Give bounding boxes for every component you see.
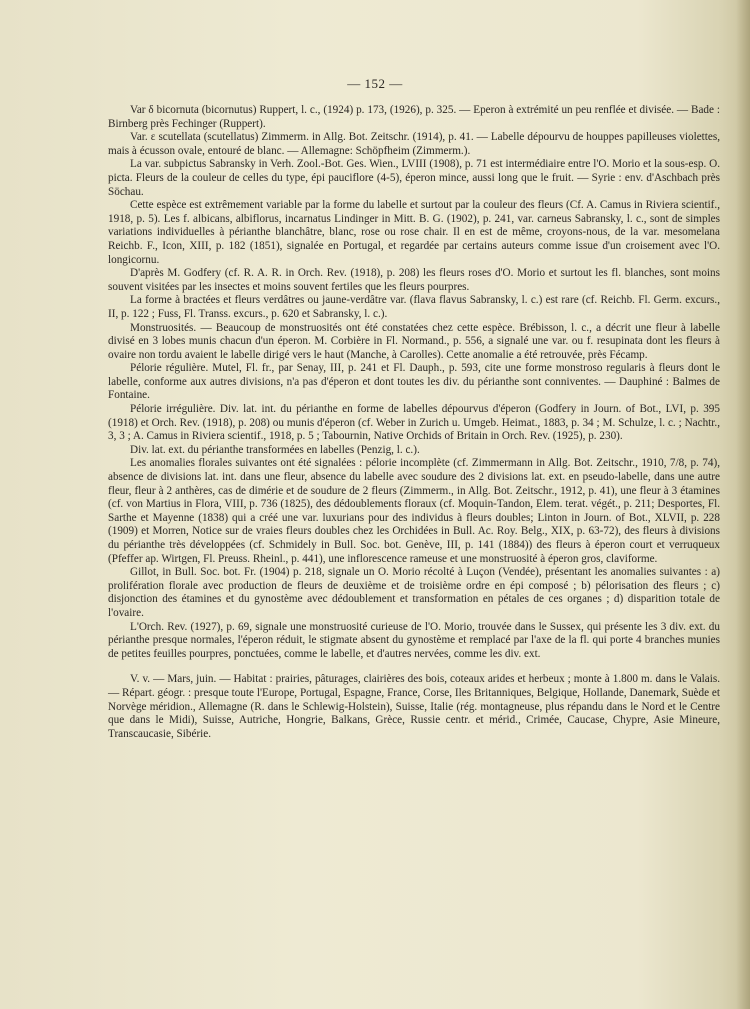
paragraph-flava: La forme à bractées et fleurs verdâtres ou jaune-verdâtre var. (flava flavus Sabransky, l. c.) est rare (cf. Reichb. Fl. Germ. excurs., II, p. 122 ; Fuss, Fl. Transs. excurs., p. 620 et Sabransky, l. c.).: [108, 294, 720, 320]
paragraph-gillot: Gillot, in Bull. Soc. bot. Fr. (1904) p. 218, signale un O. Morio récolté à Luçon (Vendée), présentant les anomalies suivantes : a) prolifération florale avec production de fleurs de deuxième et de troisième ordre en épi composé ; b) pélorisation des fleurs ; c) disjonction des étamines et du gynostème avec dédoublement et transformation en pétales de ces organes ; d) disparition totale de l'ovaire.: [108, 566, 720, 619]
paragraph-var-bicornuta: Var δ bicornuta (bicornutus) Ruppert, l. c., (1924) p. 173, (1926), p. 325. — Eperon à extrémité un peu renflée et divisée. — Bade : Birnberg près Fechinger (Ruppert).: [108, 104, 720, 130]
paragraph-godfery: D'après M. Godfery (cf. R. A. R. in Orch. Rev. (1918), p. 208) les fleurs roses d'O. Morio et surtout les fl. blanches, sont moins souvent visitées par les insectes et moins souvent fertiles que les fleurs pourpres.: [108, 267, 720, 293]
paragraph-orch-rev: L'Orch. Rev. (1927), p. 69, signale une monstruosité curieuse de l'O. Morio, trouvée dans le Sussex, qui présente les 3 div. ext. du périanthe presque normales, l'éperon réduit, le stigmate absent du gynostème et remplacé par l'axe de la fl. qui porte 4 branches munies de petites feuilles pourpres, ponctuées, comme le labelle, et d'autres nervées, comme les div. ext.: [108, 620, 720, 660]
paragraph-monstruosites: Monstruosités. — Beaucoup de monstruosités ont été constatées chez cette espèce. Brébisson, l. c., a décrit une fleur à labelle divisé en 3 lobes munis chacun d'un éperon. M. Corbière in Fl. Normand., p. 556, a signalé une var. ou f. resupinata dont les fleurs à ovaire non tordu avaient le labelle dirigé vers le haut (Manche, à Carolles). Cette anomalie a été retrouvée, près Fécamp.: [108, 321, 720, 361]
paragraph-pelorie-irreguliere: Pélorie irrégulière. Div. lat. int. du périanthe en forme de labelles dépourvus d'éperon (Godfery in Journ. of Bot., LVI, p. 395 (1918) et Orch. Rev. (1918), p. 208) ou munis d'éperon (cf. Weber in Zurich u. Umgeb. Heimat., 1883, p. 34 ; M. Schulze, l. c. ; Nachtr., 3, 3 ; A. Camus in Riviera scientif., 1918, p. 5 ; Tabournin, Native Orchids of Britain in Orch. Rev. (1925), p. 230).: [108, 403, 720, 443]
page-edge-shadow: [736, 0, 750, 1009]
paragraph-variability: Cette espèce est extrêmement variable par la forme du labelle et surtout par la couleur des fleurs (Cf. A. Camus in Riviera scientif., 1918, p. 5). Les f. albicans, albiflorus, incarnatus Lindinger in Mitt. B. G. (1902), p. 241, var. carneus Sabransky, l. c., sont de simples variations individuelles à périanthe blanchâtre, blanc, rose ou rose chair. Il en est de même, croyons-nous, de la var. mesomelana Reichb. F., Icon, XIII, p. 182 (1851), signalée en Portugal, et regardée par certains auteurs comme issue d'un croisement avec l'O. longicornu.: [108, 199, 720, 266]
paragraph-div-lat-ext: Div. lat. ext. du périanthe transformées en labelles (Penzig, l. c.).: [130, 443, 420, 456]
paragraph-var-subpictus: La var. subpictus Sabransky in Verh. Zool.-Bot. Ges. Wien., LVIII (1908), p. 71 est intermédiaire entre l'O. Morio et la sous-esp. O. picta. Fleurs de la couleur de celles du type, épi pauciflore (4-5), éperon mince, aussi long que le fruit. — Syrie : env. d'Aschbach près Söchau.: [108, 158, 720, 198]
paragraph-habitat: V. v. — Mars, juin. — Habitat : prairies, pâturages, clairières des bois, coteaux arides et herbeux ; monte à 1.800 m. dans le Valais. — Répart. géogr. : presque toute l'Europe, Portugal, Espagne, France, Corse, Iles Britanniques, Belgique, Hollande, Danemark, Suède et Norvège méridion., Allemagne (R. dans le Schlewig-Holstein), Suisse, Italie (rég. montagneuse, plus répandu dans le Nord et le Centre que dans le Midi), Suisse, Autriche, Hongrie, Balkans, Grèce, Russie centr. et mérid., Crimée, Caucase, Chypre, Asie Mineure, Transcaucasie, Sibérie.: [108, 673, 720, 740]
body-text: [108, 104, 720, 741]
page-number: — 152 —: [347, 76, 403, 91]
paragraph-var-scutellata: Var. ε scutellata (scutellatus) Zimmerm. in Allg. Bot. Zeitschr. (1914), p. 41. — Labelle dépourvu de houppes papilleuses violettes, mais à écusson ovale, entouré de blanc. — Allemagne: Schöpfheim (Zimmerm.).: [108, 131, 720, 157]
paragraph-anomalies: Les anomalies florales suivantes ont été signalées : pélorie incomplète (cf. Zimmermann in Allg. Bot. Zeitschr., 1910, 7/8, p. 74), absence de divisions lat. int. dans une fleur, absence du labelle avec soudure des 2 divisions lat. ext. en pseudo-labelle, dans une autre fleur, fleur à 2 anthères, cas de dimérie et de soudure de 2 fleurs (Zimmerm., in Allg. Bot. Zeitschr., 1912, p. 41), une fleur à 3 étamines (cf. von Martius in Flora, VIII, p. 736 (1825), des dédoublements floraux (cf. Moquin-Tandon, Elem. terat. végét., p. 211; Desportes, Fl. Sarthe et Mayenne (1838) qui a créé une var. luxurians pour des individus à fleurs doubles; Linton in Journ. of Bot., XLVII, p. 228 (1909) et Morren, Notice sur de vraies fleurs doubles chez les Orchidées in Bull. Ac. Roy. Belg., XIX, p. 63-72), des fleurs à divisions du périanthe très développées (cf. Schmidely in Bull. Soc. bot. Genève, III, p. 141 (1884)) des fleurs à éperon court et verruqueux (Pfeffer ap. Wirtgen, Fl. Preuss. Rheinl., p. 441), une inflorescence rameuse et une monstruosité à éperon gros, claviforme.: [108, 457, 720, 565]
paragraph-pelorie-reguliere: Pélorie régulière. Mutel, Fl. fr., par Senay, III, p. 241 et Fl. Dauph., p. 593, cite une forme monstroso regularis à fleurs dont le labelle, conforme aux autres divisions, n'a pas d'éperon et dont toutes les div. du périanthe sont conniventes. — Dauphiné : Balmes de Fontaine.: [108, 362, 720, 402]
